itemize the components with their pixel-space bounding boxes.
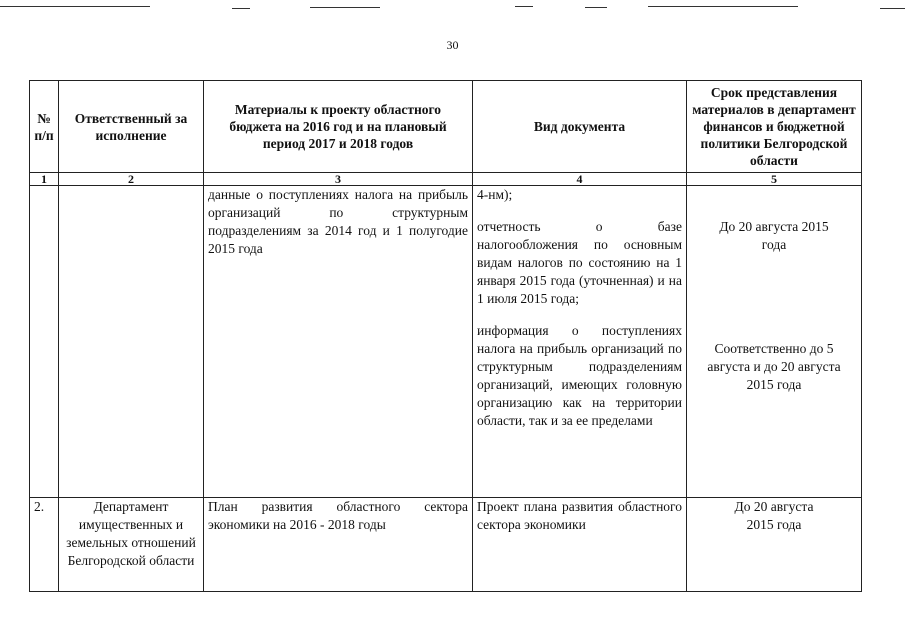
deadline-cell bbox=[687, 186, 862, 498]
table-row bbox=[30, 498, 862, 592]
document-type-text: информация о поступлениях налога на прибыль организаций по структурным подразделениям организаций, имеющих головную организацию как на территории области, так и за ее пределами bbox=[477, 323, 682, 428]
deadline-text: До 20 августа 2015 года bbox=[719, 219, 829, 252]
materials-cell: План развития областного сектора экономики на 2016 - 2018 годы bbox=[204, 498, 473, 592]
scan-edge-line bbox=[310, 7, 380, 8]
responsible-cell: Департамент имущественных и земельных отношений Белгородской области bbox=[59, 498, 204, 592]
header-deadline: Срок представления материалов в департамент финансов и бюджетной политики Белгородской области bbox=[687, 81, 862, 173]
materials-text: данные о поступлениях налога на прибыль организаций по структурным подразделениям за 2014 год и 1 полугодие 2015 года bbox=[208, 187, 468, 256]
page-number: 30 bbox=[446, 38, 459, 52]
column-number: 2 bbox=[59, 173, 204, 186]
row-number-cell: 2. bbox=[30, 498, 59, 592]
column-number: 3 bbox=[204, 173, 473, 186]
responsible-cell bbox=[59, 186, 204, 498]
document-type-cell: Проект плана развития областного сектора экономики bbox=[473, 498, 687, 592]
deadline-text: До 20 августа 2015 года bbox=[734, 499, 814, 532]
table-row bbox=[30, 186, 862, 498]
column-number-row bbox=[30, 173, 862, 186]
column-number: 4 bbox=[473, 173, 687, 186]
header-materials: Материалы к проекту областного бюджета на 2016 год и на плановый период 2017 и 2018 годов bbox=[204, 81, 473, 173]
document-type-text: 4-нм); bbox=[477, 187, 513, 202]
deadline-cell bbox=[687, 498, 862, 592]
scan-edge-line bbox=[515, 6, 533, 7]
materials-cell bbox=[204, 186, 473, 498]
document-type-cell bbox=[473, 186, 687, 498]
materials-table bbox=[29, 80, 862, 592]
scan-edge-line bbox=[232, 8, 250, 9]
column-number: 1 bbox=[30, 173, 59, 186]
document-type-text: отчетность о базе налогообложения по основным видам налогов по состоянию на 1 января 2015 года (уточненная) и на 1 июля 2015 года; bbox=[477, 219, 682, 306]
table-header-row bbox=[30, 81, 862, 173]
scan-edge-line bbox=[0, 6, 150, 7]
row-number-cell bbox=[30, 186, 59, 498]
header-responsible: Ответственный за исполнение bbox=[59, 81, 204, 173]
header-document-type: Вид документа bbox=[473, 81, 687, 173]
column-number: 5 bbox=[687, 173, 862, 186]
scan-edge-line bbox=[585, 7, 607, 8]
scan-edge-line bbox=[880, 8, 905, 9]
scan-edge-line bbox=[648, 6, 798, 7]
header-number: № п/п bbox=[30, 81, 59, 173]
deadline-text: Соответственно до 5 августа и до 20 августа 2015 года bbox=[707, 341, 841, 392]
